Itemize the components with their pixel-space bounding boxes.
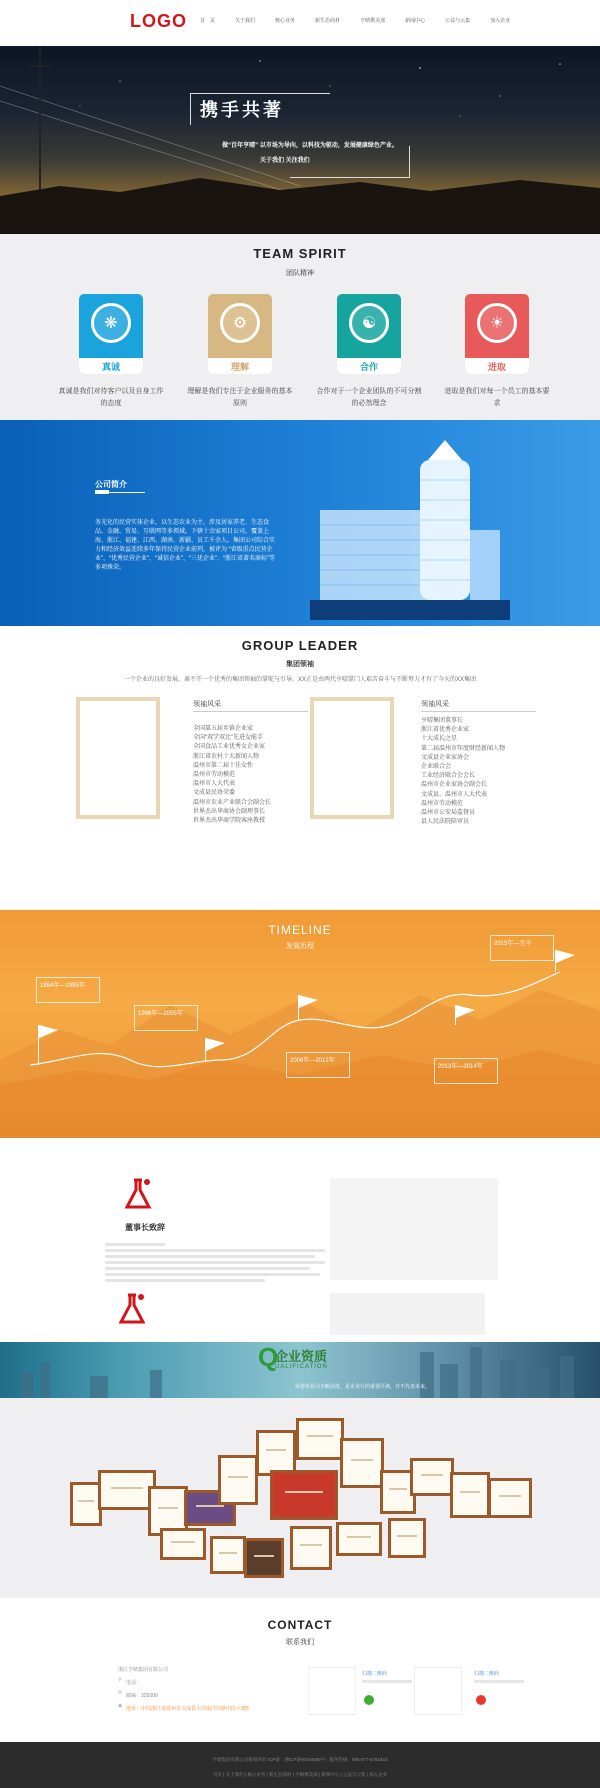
heading-divider bbox=[193, 711, 308, 712]
list-item: 十大成长之星 bbox=[421, 736, 458, 743]
group-leader-subtitle: 集团领袖 bbox=[286, 661, 314, 668]
certificate[interactable] bbox=[450, 1472, 490, 1518]
flask-icon bbox=[124, 1178, 152, 1210]
chairman-speech-body bbox=[105, 1240, 325, 1285]
contact-phone: 电话： bbox=[126, 1680, 142, 1686]
certificate[interactable] bbox=[218, 1455, 258, 1505]
heading-divider bbox=[421, 711, 536, 712]
leader-photo bbox=[76, 697, 160, 819]
nav-item-join[interactable]: 加入企业 bbox=[490, 18, 511, 24]
qr-desc-2 bbox=[474, 1680, 524, 1683]
footer-links[interactable]: 首页 | 关于我们 | 核心业务 | 新生态商材 | 亨晴携美部 | 新闻中心 | 公益与云集 | 加入企业 bbox=[212, 1772, 388, 1777]
spirit-card-sincere[interactable] bbox=[79, 294, 143, 374]
timeline-period-4[interactable]: 2013年—2014年 bbox=[434, 1058, 498, 1084]
timeline-title: TIMELINE bbox=[268, 923, 332, 937]
list-item: 温州市劳动模范 bbox=[421, 800, 464, 807]
list-item: 县人民法院陪审员 bbox=[421, 819, 470, 826]
company-intro-body: 务光化的民营实体企业，以生态农业为主，涉及居家养老、生态食品、金融、贸易、互联网等多领域。下辖十余家项目公司，覆盖上海、浙江、福建、江西、湖南、新疆、员工千余人。集团公司综合实力和经济效益连续多年保持民营企业前列，被评为 “省级重点民营企业”、“优秀民营企业”、“诚信企业”、“三优企业”、“浙江省著名商标”等多项殊荣。 bbox=[95, 520, 276, 571]
list-item: 全国第五届乡镇企业家 bbox=[193, 726, 254, 732]
leader-photo bbox=[310, 697, 394, 819]
spirit-card-label: 进取 bbox=[465, 358, 529, 374]
qualification-slogan: 荣誉彰显引不断前进，是企业行的重要汗滴。并不代表未来。 bbox=[295, 1384, 431, 1390]
qualification-q-letter: Q bbox=[258, 1342, 279, 1372]
contact-title: CONTACT bbox=[267, 1618, 333, 1632]
timeline-period-2[interactable]: 1996年—2005年 bbox=[134, 1005, 198, 1031]
lightbulb-icon: ☀ bbox=[477, 303, 517, 343]
qr-desc-1 bbox=[362, 1680, 412, 1683]
spirit-card-enterprising[interactable] bbox=[465, 294, 529, 374]
list-item: 温州市人大代表 bbox=[193, 781, 236, 788]
logo[interactable]: LOGO bbox=[130, 11, 187, 31]
hero-links[interactable]: 关于我们 关注我们 bbox=[260, 158, 310, 164]
spirit-desc: 理解是我们专注于企业服务的基本原则 bbox=[187, 388, 293, 407]
certificate[interactable] bbox=[244, 1538, 284, 1578]
spirit-card-understand[interactable] bbox=[208, 294, 272, 374]
timeline-period-1[interactable]: 1994年—1995年 bbox=[36, 977, 100, 1003]
list-item: 世界杰出华商协会副理事长 bbox=[193, 808, 266, 815]
list-item: 全国食品工业优秀女企业家 bbox=[193, 744, 266, 751]
list-item: 温州市第二届十佳女性 bbox=[193, 762, 254, 769]
pin-icon: ⚲ bbox=[118, 1677, 122, 1683]
network-icon: ❋ bbox=[91, 303, 131, 343]
spirit-card-cooperate[interactable] bbox=[337, 294, 401, 374]
list-item: 文成县民协荣委 bbox=[193, 790, 236, 797]
location-icon: ◉ bbox=[118, 1703, 123, 1709]
certificate[interactable] bbox=[160, 1528, 206, 1560]
certificate[interactable] bbox=[388, 1518, 426, 1558]
wechat-icon[interactable] bbox=[364, 1695, 374, 1705]
spirit-desc: 进取是我们对每一个员工的基本要求 bbox=[444, 388, 550, 407]
nav-item-products[interactable]: 新生态商材 bbox=[315, 18, 341, 24]
certificate[interactable] bbox=[340, 1438, 384, 1488]
main-nav bbox=[200, 17, 530, 24]
qr-code-1 bbox=[308, 1667, 356, 1715]
team-spirit-title: TEAM SPIRIT bbox=[253, 246, 347, 261]
chairman-photo-secondary bbox=[330, 1293, 485, 1335]
chairman-speech-title: 董事长致辞 bbox=[125, 1223, 165, 1232]
nav-item-beauty[interactable]: 亨晴携美部 bbox=[360, 18, 386, 24]
site-footer bbox=[0, 1742, 600, 1788]
list-item: 全国“双学双比”先进女能手 bbox=[193, 735, 263, 742]
list-item: 浙江省优秀企业家 bbox=[421, 727, 470, 734]
spirit-card-label: 理解 bbox=[208, 358, 272, 374]
oil-pump-icon: ⚙ bbox=[220, 303, 260, 343]
list-item: 世界杰出华商学院客座教授 bbox=[193, 818, 266, 825]
spirit-desc: 合作对于一个企业团队的不可分割的必然理念 bbox=[316, 388, 422, 407]
certificate[interactable] bbox=[270, 1470, 338, 1520]
company-intro-section bbox=[0, 420, 600, 626]
nav-item-business[interactable]: 核心业务 bbox=[275, 18, 296, 24]
certificate[interactable] bbox=[488, 1478, 532, 1518]
handshake-icon: ☯ bbox=[349, 303, 389, 343]
leader-honors-list bbox=[421, 717, 505, 827]
list-item: 浙江省农村十大新闻人物 bbox=[193, 753, 260, 760]
hero-slogan: 做“百年亨晴” 以市场为导向，以科技为驱动，发展健康绿色产业。 bbox=[222, 143, 398, 149]
list-item: 温州市农业产业联合会副会长 bbox=[193, 799, 272, 806]
spirit-card-label: 合作 bbox=[337, 358, 401, 374]
team-spirit-subtitle: 团队精神 bbox=[286, 270, 314, 277]
contact-subtitle: 联系我们 bbox=[286, 1639, 314, 1646]
timeline-period-5[interactable]: 2015年—至今 bbox=[490, 935, 554, 961]
certificate[interactable] bbox=[336, 1522, 382, 1556]
footer-copyright: 亨晴集团有限公司版权所有 ICP备：浙ICP备00044099号 · 服务热线：086-577-6781822 bbox=[212, 1757, 388, 1762]
qualification-title: 企业资质 bbox=[275, 1349, 328, 1364]
contact-company: 浙江亨晴集团有限公司 bbox=[118, 1667, 169, 1673]
qr-label-1: 扫描二维码 bbox=[362, 1671, 388, 1677]
list-item: 企业联合会 bbox=[421, 764, 452, 771]
list-item: 温州市公安局监督员 bbox=[421, 810, 476, 817]
list-item: 温州市劳动模范 bbox=[193, 772, 236, 779]
nav-item-home[interactable]: 首 页 bbox=[200, 18, 216, 24]
list-item: 文成县、温州市人大代表 bbox=[421, 791, 488, 798]
certificate[interactable] bbox=[296, 1418, 344, 1460]
flask-icon bbox=[118, 1293, 146, 1325]
qr-code-2 bbox=[414, 1667, 462, 1715]
qualification-title-en: UALIFICATION bbox=[275, 1364, 328, 1370]
list-item: 温州市企业家协会副会长 bbox=[421, 782, 488, 789]
group-leader-title: GROUP LEADER bbox=[241, 638, 359, 653]
timeline-subtitle: 发展历程 bbox=[286, 943, 314, 950]
nav-item-about[interactable]: 关于我们 bbox=[235, 18, 256, 24]
headquarters-building-image bbox=[310, 440, 510, 620]
hero-title: 携手共著 bbox=[200, 100, 284, 120]
contact-address: 地址：中国浙江省温州市文成县大峃镇洋坑路中段大楼5 bbox=[126, 1706, 249, 1712]
mail-icon: ✉ bbox=[118, 1690, 123, 1696]
title-accent bbox=[95, 490, 109, 494]
certificate[interactable] bbox=[290, 1526, 332, 1570]
certificate[interactable] bbox=[410, 1458, 454, 1496]
nav-item-news[interactable]: 新闻中心 bbox=[405, 18, 426, 24]
group-leader-intro: 一个企业的良好发展，离不开一个优秀的集团领袖的掌舵与引导。XX正是由两代亨晴掌门人艰苦奋斗与不断努力才有了今天的XX集团 bbox=[123, 677, 476, 683]
timeline-period-3[interactable]: 2006年—2012年 bbox=[286, 1052, 350, 1078]
leader-heading: 领袖风采 bbox=[193, 701, 221, 708]
weibo-icon[interactable] bbox=[476, 1695, 486, 1705]
company-intro-title: 公司简介 bbox=[95, 480, 127, 489]
list-item: 文成县企业家协会 bbox=[421, 754, 470, 761]
list-item: 工业经济联合会会长 bbox=[421, 773, 476, 780]
nav-item-charity[interactable]: 公益与云集 bbox=[445, 18, 471, 24]
contact-zip: 邮编：325000 bbox=[126, 1693, 158, 1699]
qr-label-2: 扫描二维码 bbox=[474, 1671, 500, 1677]
leader-heading: 领袖风采 bbox=[421, 701, 449, 708]
list-item: 亨晴集团董事长 bbox=[421, 718, 464, 724]
leader-honors-list bbox=[193, 725, 271, 826]
certificate[interactable] bbox=[210, 1536, 246, 1574]
list-item: 第二届温州市年度财经新闻人物 bbox=[421, 745, 506, 752]
spirit-desc: 真诚是我们对待客户以及自身工作的态度 bbox=[58, 388, 164, 407]
spirit-card-label: 真诚 bbox=[79, 358, 143, 374]
chairman-photo bbox=[330, 1178, 498, 1280]
